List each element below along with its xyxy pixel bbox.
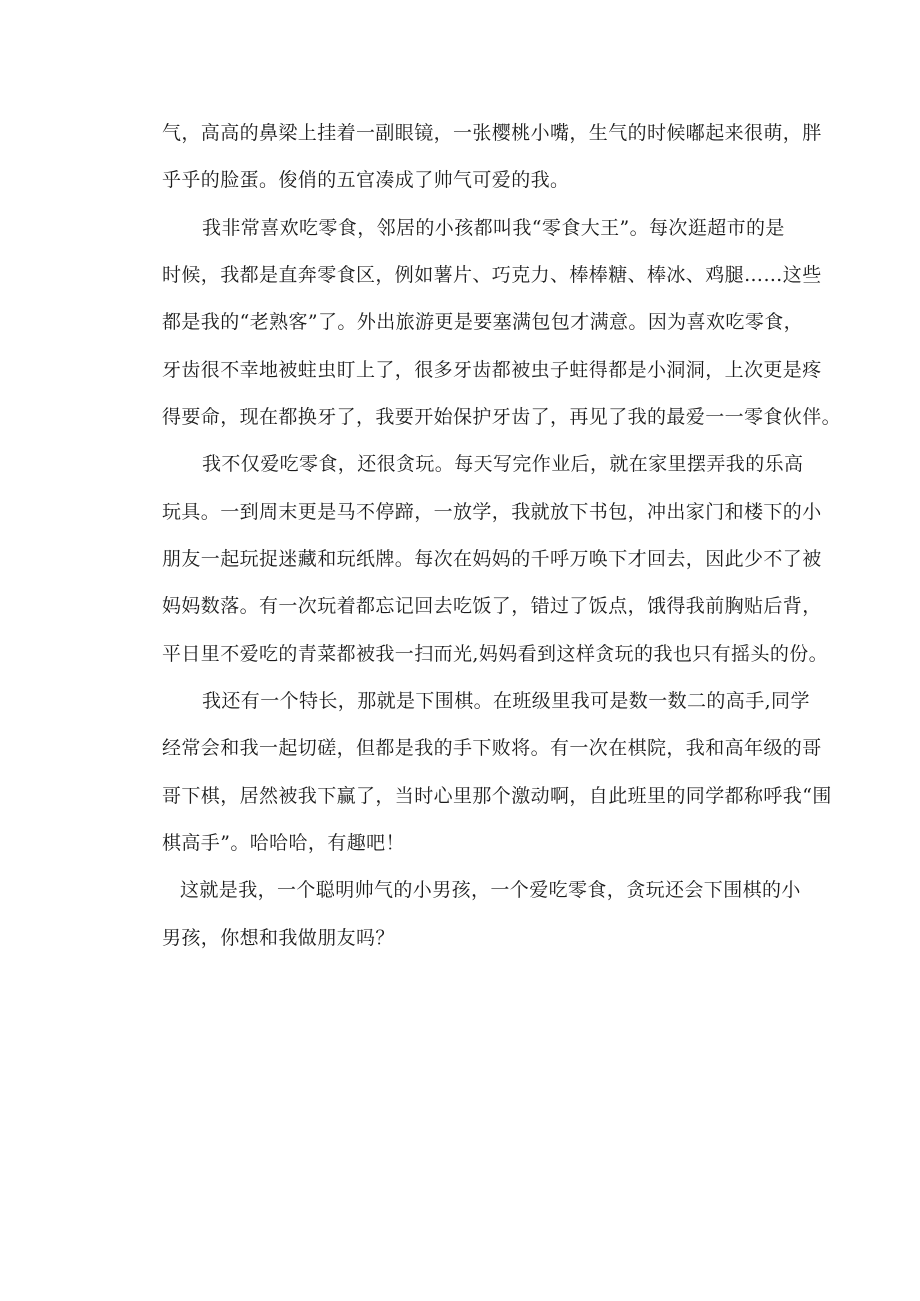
paragraph-5-line-2: 男孩，你想和我做朋友吗？ — [162, 927, 395, 949]
paragraph-3-line-4: 妈妈数落。有一次玩着都忘记回去吃饭了，错过了饭点，饿得我前胸贴后背， — [162, 595, 822, 617]
paragraph-2-line-1: 我非常喜欢吃零食，邻居的小孩都叫我“零食大王”。每次逛超市的是 — [202, 217, 785, 239]
paragraph-2-line-4: 牙齿很不幸地被蛀虫盯上了，很多牙齿都被虫子蛀得都是小洞洞，上次更是疼 — [162, 359, 822, 381]
paragraph-1-line-1: 气，高高的鼻梁上挂着一副眼镜，一张樱桃小嘴，生气的时候嘟起来很萌，胖 — [162, 122, 822, 144]
paragraph-2-line-5: 得要命，现在都换牙了，我要开始保护牙齿了，再见了我的最爱一一零食伙伴。 — [162, 406, 842, 428]
paragraph-4-line-1: 我还有一个特长，那就是下围棋。在班级里我可是数一数二的高手,同学 — [202, 690, 810, 712]
paragraph-4-line-2: 经常会和我一起切磋，但都是我的手下败将。有一次在棋院，我和高年级的哥 — [162, 737, 822, 759]
paragraph-2-line-2: 时候，我都是直奔零食区，例如薯片、巧克力、棒棒糖、棒冰、鸡腿……这些 — [162, 264, 822, 286]
paragraph-3-line-2: 玩具。一到周末更是马不停蹄，一放学，我就放下书包，冲出家门和楼下的小 — [162, 501, 822, 523]
paragraph-2-line-3: 都是我的“老熟客”了。外出旅游更是要塞满包包才满意。因为喜欢吃零食， — [162, 311, 804, 333]
paragraph-3-line-3: 朋友一起玩捉迷藏和玩纸牌。每次在妈妈的千呼万唤下才回去，因此少不了被 — [162, 548, 822, 570]
paragraph-3-line-5: 平日里不爱吃的青菜都被我一扫而光,妈妈看到这样贪玩的我也只有摇头的份。 — [162, 643, 829, 665]
paragraph-4-line-4: 棋高手”。哈哈哈，有趣吧！ — [162, 832, 405, 854]
paragraph-4-line-3: 哥下棋，居然被我下赢了，当时心里那个激动啊，自此班里的同学都称呼我“围 — [162, 785, 832, 807]
paragraph-3-line-1: 我不仅爱吃零食，还很贪玩。每天写完作业后，就在家里摆弄我的乐高 — [202, 453, 804, 475]
paragraph-5-line-1: 这就是我，一个聪明帅气的小男孩，一个爱吃零食，贪玩还会下围棋的小 — [180, 879, 801, 901]
paragraph-1-line-2: 乎乎的脸蛋。俊俏的五官凑成了帅气可爱的我。 — [162, 169, 570, 191]
